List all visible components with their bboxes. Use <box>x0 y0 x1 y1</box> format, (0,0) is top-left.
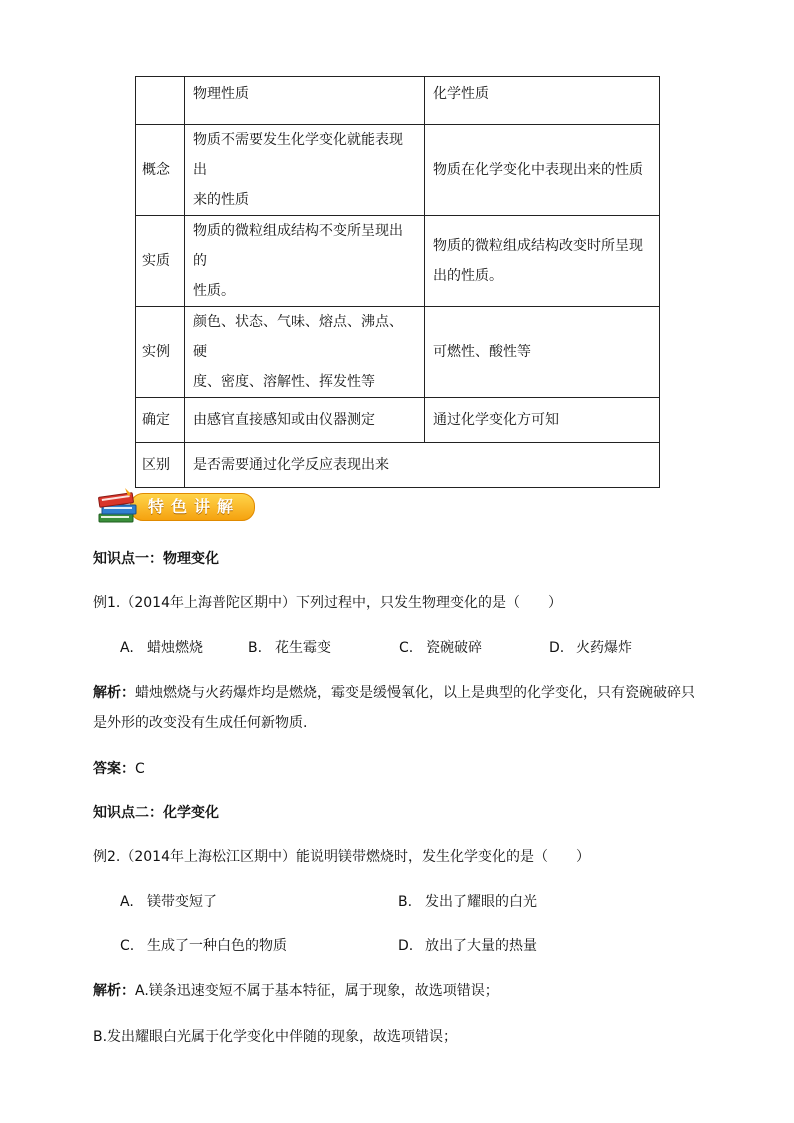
property-comparison-table <box>135 76 660 488</box>
table-row <box>136 125 660 216</box>
table-cell <box>185 398 425 443</box>
table-row <box>136 398 660 443</box>
analysis-label: 解析： <box>93 983 135 999</box>
section-heading: 知识点一：物理变化 <box>93 551 219 567</box>
cell-line: 来的性质 <box>193 192 249 208</box>
table-cell <box>185 307 425 398</box>
cell-line: 由感官直接感知或由仪器测定 <box>193 412 375 428</box>
row-label: 概念 <box>136 125 185 216</box>
option-key: B. <box>248 640 263 656</box>
table-cell <box>425 125 660 216</box>
books-icon <box>95 484 143 528</box>
question-text: 例2.（2014年上海松江区期中）能说明镁带燃烧时，发生化学变化的是（ ） <box>93 849 590 865</box>
analysis-line: 是外形的改变没有生成任何新物质. <box>93 715 308 731</box>
cell-line: 物质不需要发生化学变化就能表现出 <box>193 132 403 178</box>
cell-line: 物质的微粒组成结构不变所呈现出的 <box>193 223 403 269</box>
cell-line: 颜色、状态、气味、熔点、沸点、硬 <box>193 314 403 360</box>
cell-line: 物质的微粒组成结构改变时所呈现 <box>433 238 643 254</box>
analysis-line: B.发出耀眼白光属于化学变化中伴随的现象，故选项错误； <box>93 1029 458 1045</box>
row-label: 实例 <box>136 307 185 398</box>
option-d <box>398 936 537 956</box>
option-text: 蜡烛燃烧 <box>147 640 203 656</box>
option-text: 发出了耀眼的白光 <box>425 894 537 910</box>
option-c <box>399 638 482 658</box>
option-key: A. <box>120 894 134 910</box>
table-header-cell <box>136 77 185 125</box>
cell-line: 可燃性、酸性等 <box>433 344 531 360</box>
cell-line: 物质在化学变化中表现出来的性质 <box>433 162 643 178</box>
option-b <box>398 892 537 912</box>
option-c <box>120 936 287 956</box>
answer-line <box>93 759 145 779</box>
table-row <box>136 307 660 398</box>
row-label: 确定 <box>136 398 185 443</box>
option-b <box>248 638 331 658</box>
option-key: D. <box>549 640 565 656</box>
option-text: 花生霉变 <box>275 640 331 656</box>
table-cell <box>185 216 425 307</box>
option-text: 镁带变短了 <box>147 894 217 910</box>
table-header-cell: 化学性质 <box>425 77 660 125</box>
option-a <box>120 892 217 912</box>
answer-label: 答案： <box>93 761 135 777</box>
option-key: A. <box>120 640 134 656</box>
option-key: C. <box>399 640 414 656</box>
option-text: 火药爆炸 <box>576 640 632 656</box>
analysis-line <box>93 981 499 1001</box>
table-row <box>136 216 660 307</box>
question-text: 例1.（2014年上海普陀区期中）下列过程中，只发生物理变化的是（ ） <box>93 595 562 611</box>
option-key: D. <box>398 938 414 954</box>
table-cell <box>425 307 660 398</box>
banner-title: 特色讲解 <box>147 497 240 516</box>
table-row <box>136 443 660 488</box>
table-cell <box>425 398 660 443</box>
cell-line: 性质。 <box>193 283 235 299</box>
option-key: C. <box>120 938 135 954</box>
row-label: 实质 <box>136 216 185 307</box>
analysis-line <box>93 683 695 703</box>
analysis-text: A.镁条迅速变短不属于基本特征，属于现象，故选项错误； <box>135 983 499 999</box>
table-header-cell: 物理性质 <box>185 77 425 125</box>
section-banner <box>95 484 260 528</box>
cell-line: 出的性质。 <box>433 268 503 284</box>
table-header-row <box>136 77 660 125</box>
answer-value: C <box>135 761 145 777</box>
option-text: 放出了大量的热量 <box>425 938 537 954</box>
analysis-text: 蜡烛燃烧与火药爆炸均是燃烧，霉变是缓慢氧化，以上是典型的化学变化，只有瓷碗破碎只 <box>135 685 695 701</box>
option-a <box>120 638 203 658</box>
table-cell <box>185 125 425 216</box>
merged-cell: 是否需要通过化学反应表现出来 <box>185 443 660 488</box>
analysis-label: 解析： <box>93 685 135 701</box>
option-key: B. <box>398 894 413 910</box>
row-label: 区别 <box>136 443 185 488</box>
option-text: 生成了一种白色的物质 <box>147 938 287 954</box>
section-heading: 知识点二：化学变化 <box>93 805 219 821</box>
cell-line: 度、密度、溶解性、挥发性等 <box>193 374 375 390</box>
table-cell <box>425 216 660 307</box>
option-text: 瓷碗破碎 <box>426 640 482 656</box>
cell-line: 通过化学变化方可知 <box>433 412 559 428</box>
option-d <box>549 638 632 658</box>
